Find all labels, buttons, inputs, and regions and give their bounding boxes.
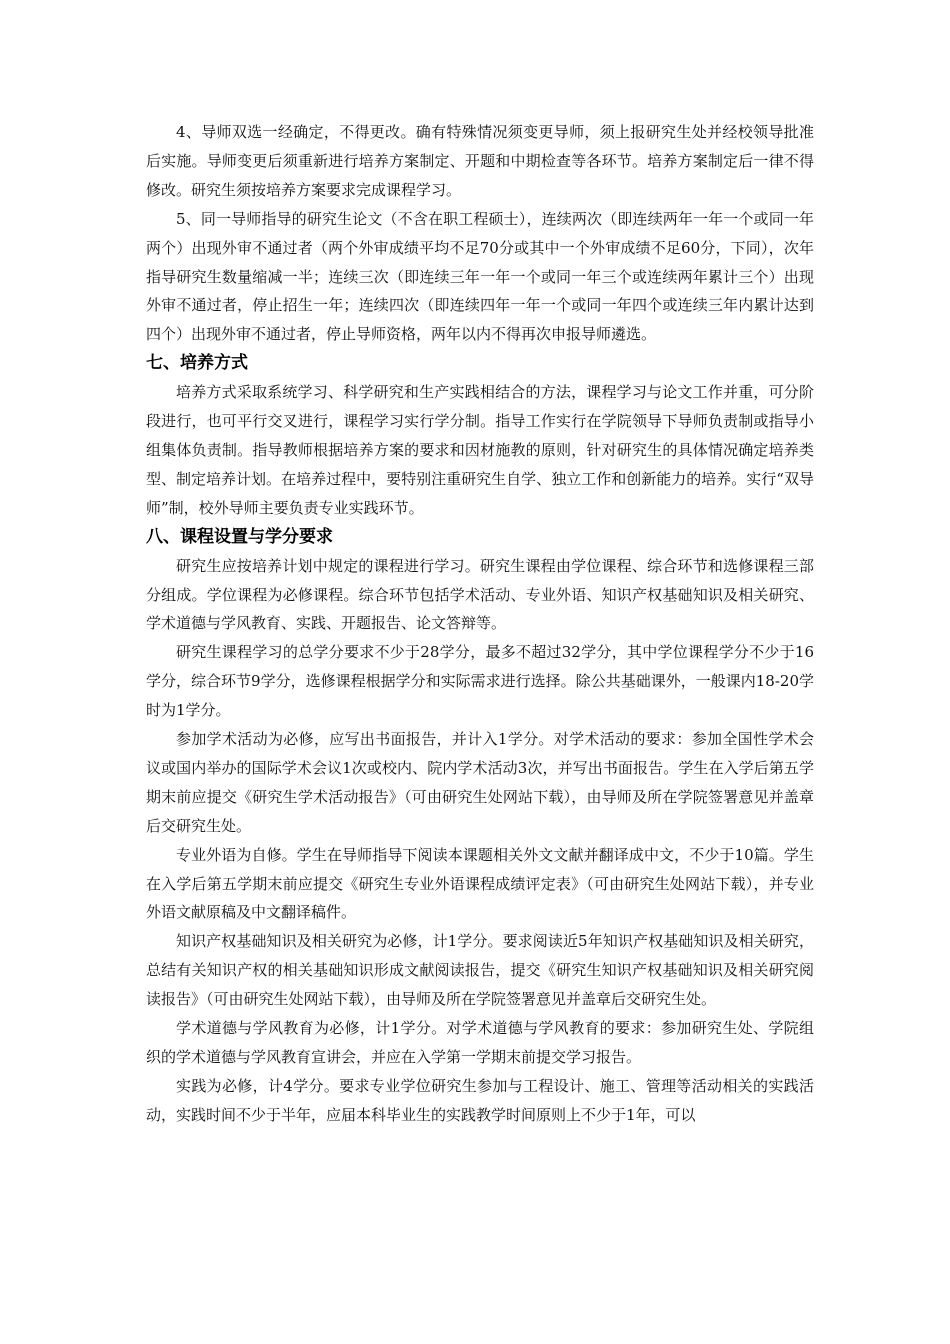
- paragraph-intellectual-property: 知识产权基础知识及相关研究为必修，计1学分。要求阅读近5年知识产权基础知识及相关研究，总结有关知识产权的相关基础知识形成文献阅读报告，提交《研究生知识产权基础知识及相关研究阅读报告》（可由研究生处网站下载），由导师及所在学院签署意见并盖章后交研究生处。: [146, 932, 814, 1009]
- paragraph-course-structure: 研究生应按培养计划中规定的课程进行学习。研究生课程由学位课程、综合环节和选修课程三部分组成。学位课程为必修课程。综合环节包括学术活动、专业外语、知识产权基础知识及相关研究、学术道德与学风教育、实践、开题报告、论文答辩等。: [146, 556, 814, 633]
- paragraph-advisor-change: 4、导师双选一经确定，不得更改。确有特殊情况须变更导师，须上报研究生处并经校领导批准后实施。导师变更后须重新进行培养方案制定、开题和中期检查等各环节。培养方案制定后一律不得修改。研究生须按培养方案要求完成课程学习。: [146, 123, 814, 199]
- section-heading-training-mode: 七、培养方式: [146, 353, 248, 374]
- paragraph-foreign-language: 专业外语为自修。学生在导师指导下阅读本课题相关外文文献并翻译成中文，不少于10篇。学生在入学后第五学期末前应提交《研究生专业外语课程成绩评定表》（可由研究生处网站下载），并专业外语文献原稿及中文翻译稿件。: [146, 845, 814, 922]
- document-page: [146, 118, 814, 1130]
- paragraph-academic-activities: 参加学术活动为必修，应写出书面报告，并计入1学分。对学术活动的要求：参加全国性学术会议或国内举办的国际学术会议1次或校内、院内学术活动3次，并写出书面报告。学生在入学后第五学期末前应提交《研究生学术活动报告》（可由研究生处网站下载），由导师及所在学院签署意见并盖章后交研究生处。: [146, 730, 814, 835]
- paragraph-credit-requirements: 研究生课程学习的总学分要求不少于28学分，最多不超过32学分，其中学位课程学分不少于16学分，综合环节9学分，选修课程根据学分和实际需求进行选择。除公共基础课外，一般课内18-20学时为1学分。: [146, 643, 814, 720]
- paragraph-academic-ethics: 学术道德与学风教育为必修，计1学分。对学术道德与学风教育的要求：参加研究生处、学院组织的学术道德与学风教育宣讲会，并应在入学第一学期末前提交学习报告。: [146, 1019, 814, 1066]
- paragraph-practice: 实践为必修，计4学分。要求专业学位研究生参加与工程设计、施工、管理等活动相关的实践活动，实践时间不少于半年，应届本科毕业生的实践教学时间原则上不少于1年，可以: [146, 1076, 814, 1124]
- paragraph-training-mode: 培养方式采取系统学习、科学研究和生产实践相结合的方法，课程学习与论文工作并重，可分阶段进行，也可平行交叉进行，课程学习实行学分制。指导工作实行在学院领导下导师负责制或指导小组集体负责制。指导教师根据培养方案的要求和因材施教的原则，针对研究生的具体情况确定培养类型、制定培养计划。在培养过程中，要特别注重研究生自学、独立工作和创新能力的培养。实行“双导师”制，校外导师主要负责专业实践环节。: [146, 383, 814, 517]
- paragraph-external-review: 5、同一导师指导的研究生论文（不含在职工程硕士），连续两次（即连续两年一年一个或同一年两个）出现外审不通过者（两个外审成绩平均不足70分或其中一个外审成绩不足60分，下同），次年指导研究生数量缩减一半；连续三次（即连续三年一年一个或同一年三个或连续两年累计三个）出现外审不通过者，停止招生一年；连续四次（即连续四年一年一个或同一年四个或连续三年内累计达到四个）出现外审不通过者，停止导师资格，两年以内不得再次申报导师遴选。: [146, 209, 814, 344]
- section-heading-courses-credits: 八、课程设置与学分要求: [146, 526, 333, 547]
